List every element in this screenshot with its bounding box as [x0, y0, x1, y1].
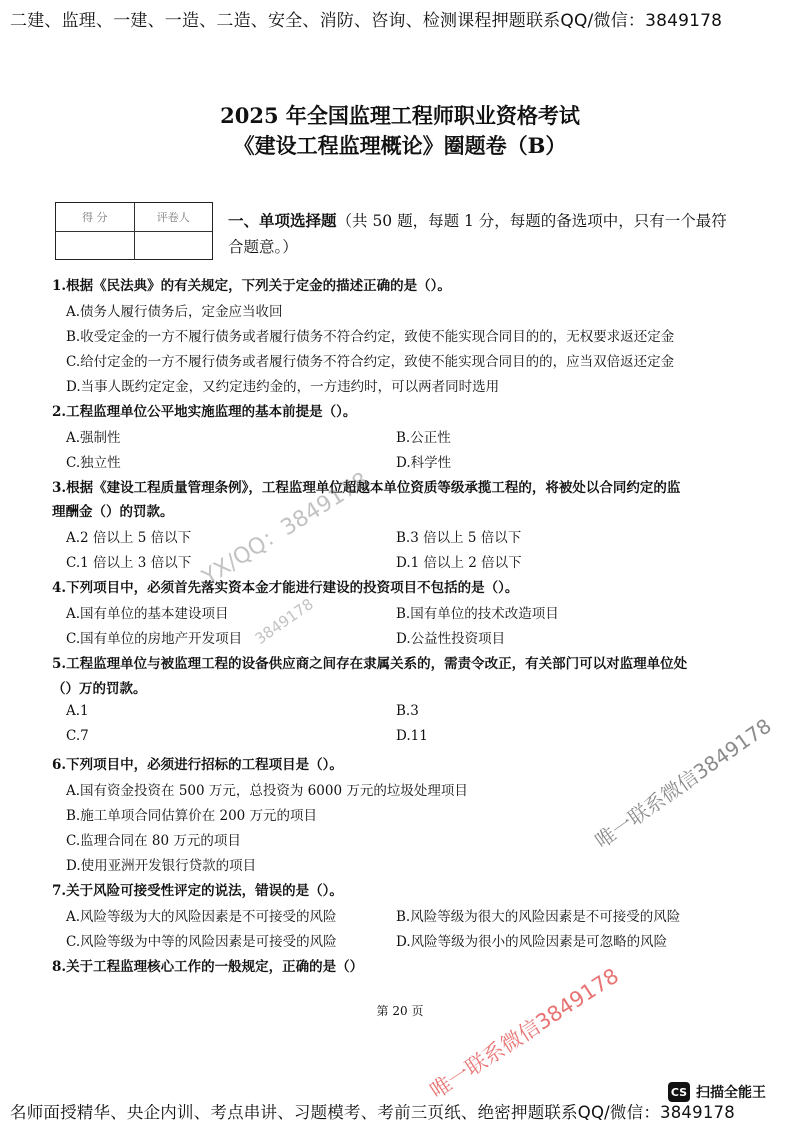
- score-table-header-row: [56, 203, 212, 231]
- question-5-option-d: D.11: [396, 728, 428, 744]
- section-heading: [228, 208, 738, 260]
- question-3-option-d: D.1 倍以上 2 倍以下: [396, 555, 522, 571]
- question-2-option-a: A.强制性: [66, 430, 121, 446]
- question-3-stem-line-2: 理酬金（）的罚款。: [52, 504, 174, 520]
- question-4-stem: 4.下列项目中，必须首先落实资本金才能进行建设的投资项目不包括的是（）。: [52, 580, 519, 596]
- grader-cell: [134, 232, 213, 260]
- section-instructions: （共 50 题，每题 1 分，每题的备选项中，只有一个最符合题意。）: [228, 212, 727, 256]
- question-1-option-a: A.债务人履行债务后，定金应当收回: [66, 304, 283, 320]
- question-6-option-a: A.国有资金投资在 500 万元，总投资为 6000 万元的垃圾处理项目: [66, 783, 468, 799]
- question-7-option-a: A.风险等级为大的风险因素是不可接受的风险: [66, 909, 337, 925]
- question-4-option-d: D.公益性投资项目: [396, 631, 506, 647]
- question-6-stem: 6.下列项目中，必须进行招标的工程项目是（）。: [52, 757, 343, 773]
- question-5-stem-line-1: 5.工程监理单位与被监理工程的设备供应商之间存在隶属关系的，需责令改正，有关部门可以对监理单位处: [52, 656, 688, 672]
- question-6-option-c: C.监理合同在 80 万元的项目: [66, 833, 241, 849]
- question-1-option-c: C.给付定金的一方不履行债务或者履行债务不符合约定，致使不能实现合同目的的，应当双倍返还定金: [66, 354, 675, 370]
- question-4-option-c: C.国有单位的房地产开发项目: [66, 631, 243, 647]
- question-7-option-c: C.风险等级为中等的风险因素是可接受的风险: [66, 934, 337, 950]
- question-3-option-b: B.3 倍以上 5 倍以下: [396, 530, 522, 546]
- score-table-grader-header: 评卷人: [134, 203, 213, 231]
- question-5-option-c: C.7: [66, 728, 89, 744]
- watermark-right: 唯一联系微信3849178: [590, 713, 776, 854]
- question-7-option-b: B.风险等级为很大的风险因素是不可接受的风险: [396, 909, 681, 925]
- question-2-option-d: D.科学性: [396, 455, 452, 471]
- question-1-option-d: D.当事人既约定定金，又约定违约金的，一方违约时，可以两者同时选用: [66, 379, 500, 395]
- watermark-bottom-red: 唯一联系微信3849178: [425, 963, 624, 1104]
- question-3-stem-line-1: 3.根据《建设工程质量管理条例》，工程监理单位超越本单位资质等级承揽工程的，将被处以合同约定的监: [52, 480, 681, 496]
- question-5-option-b: B.3: [396, 703, 419, 719]
- page-number: 第 20 页: [376, 1004, 424, 1018]
- scanner-logo-text: 扫描全能王: [696, 1085, 766, 1101]
- score-cell: [56, 232, 134, 260]
- question-1-option-b: B.收受定金的一方不履行债务或者履行债务不符合约定，致使不能实现合同目的的，无权要求返还定金: [66, 329, 675, 345]
- question-6-option-d: D.使用亚洲开发银行贷款的项目: [66, 858, 257, 874]
- question-6-option-b: B.施工单项合同估算价在 200 万元的项目: [66, 808, 318, 824]
- watermark-yx-qq: YX/QQ：3849178: [198, 467, 374, 591]
- score-table-blank-row: [56, 231, 212, 260]
- exam-subtitle: 《建设工程监理概论》圈题卷（B）: [233, 133, 567, 158]
- watermark-number: 3849178: [251, 594, 317, 648]
- question-2-stem: 2.工程监理单位公平地实施监理的基本前提是（）。: [52, 404, 357, 420]
- question-8-stem: 8.关于工程监理核心工作的一般规定，正确的是（）: [52, 959, 364, 975]
- bottom-banner: 名师面授精华、央企内训、考点串讲、习题模考、考前三页纸、绝密押题联系QQ/微信：3849178: [10, 1103, 735, 1122]
- question-3-option-c: C.1 倍以上 3 倍以下: [66, 555, 192, 571]
- question-2-option-b: B.公正性: [396, 430, 451, 446]
- score-table: [55, 202, 213, 260]
- exam-title: 2025 年全国监理工程师职业资格考试: [220, 103, 580, 128]
- question-3-option-a: A.2 倍以上 5 倍以下: [66, 530, 192, 546]
- question-4-option-a: A.国有单位的基本建设项目: [66, 606, 229, 622]
- score-table-score-header: 得 分: [82, 211, 108, 224]
- question-4-option-b: B.国有单位的技术改造项目: [396, 606, 559, 622]
- question-2-option-c: C.独立性: [66, 455, 121, 471]
- question-5-option-a: A.1: [66, 703, 89, 719]
- question-7-option-d: D.风险等级为很小的风险因素是可忽略的风险: [396, 934, 668, 950]
- top-banner: 二建、监理、一建、一造、二造、安全、消防、咨询、检测课程押题联系QQ/微信：3849178: [10, 11, 723, 31]
- scanner-logo-icon: CS: [668, 1082, 690, 1102]
- question-1-stem: 1.根据《民法典》的有关规定，下列关于定金的描述正确的是（）。: [52, 278, 451, 294]
- question-5-stem-line-2: （）万的罚款。: [52, 681, 147, 697]
- section-title: 一、单项选择题: [228, 212, 337, 230]
- question-7-stem: 7.关于风险可接受性评定的说法，错误的是（）。: [52, 883, 343, 899]
